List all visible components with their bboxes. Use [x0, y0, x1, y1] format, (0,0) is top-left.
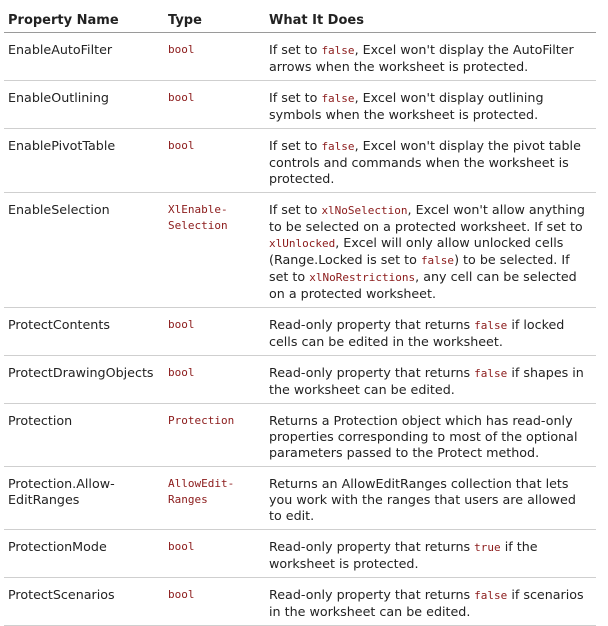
property-name-cell: Protection: [4, 404, 164, 467]
description-text: , Excel won't display the AutoFilter arrows when the worksheet is protected.: [269, 42, 574, 74]
code-keyword: true: [474, 541, 501, 554]
property-type-cell: bool: [164, 33, 265, 81]
property-name-cell: ProtectionMode: [4, 530, 164, 578]
code-keyword: false: [321, 140, 355, 153]
description-text: Returns a Protection object which has read-only properties corresponding to most of the optional parameters passed to the Protect method.: [269, 413, 578, 460]
header-row: [4, 10, 596, 33]
code-keyword: false: [474, 367, 508, 380]
table-row: [4, 467, 596, 530]
property-type-cell: AllowEdit-Ranges: [164, 467, 265, 530]
description-text: If set to: [269, 90, 322, 105]
description-cell: [265, 193, 596, 308]
description-text: Read-only property that returns: [269, 317, 475, 332]
table-row: [4, 81, 596, 129]
code-keyword: false: [420, 254, 455, 267]
property-type-cell: bool: [164, 308, 265, 356]
code-keyword: false: [474, 589, 508, 602]
description-cell: [265, 81, 596, 129]
code-keyword: false: [474, 319, 508, 332]
description-text: , Excel won't allow anything to be selected on a protected worksheet. If set to: [269, 202, 585, 234]
property-type-cell: bool: [164, 530, 265, 578]
property-name-cell: EnableOutlining: [4, 81, 164, 129]
code-keyword: xlUnlocked: [269, 237, 336, 250]
table-header: [4, 10, 596, 33]
property-type-cell: bool: [164, 81, 265, 129]
header-type: Type: [164, 10, 265, 33]
description-text: If set to: [269, 42, 322, 57]
table-row: [4, 578, 596, 626]
property-name-cell: ProtectDrawingObjects: [4, 356, 164, 404]
description-text: Read-only property that returns: [269, 365, 475, 380]
property-name-cell: ProtectScenarios: [4, 578, 164, 626]
description-cell: [265, 308, 596, 356]
property-name-cell: EnableSelection: [4, 193, 164, 308]
property-name-cell: EnableAutoFilter: [4, 33, 164, 81]
description-text: If set to: [269, 202, 322, 217]
table-row: [4, 33, 596, 81]
description-text: Read-only property that returns: [269, 587, 475, 602]
description-text: if shapes in the worksheet can be edited.: [269, 365, 584, 397]
description-cell: [265, 33, 596, 81]
table-row: [4, 404, 596, 467]
table-body: [4, 33, 596, 626]
description-cell: [265, 530, 596, 578]
description-cell: [265, 404, 596, 467]
description-text: ) to be selected. If set to: [269, 252, 570, 284]
description-cell: [265, 129, 596, 193]
table-row: [4, 530, 596, 578]
property-type-cell: bool: [164, 578, 265, 626]
property-type-cell: bool: [164, 129, 265, 193]
code-keyword: xlNoSelection: [321, 204, 408, 217]
property-name-cell: EnablePivotTable: [4, 129, 164, 193]
code-keyword: xlNoRestrictions: [309, 271, 416, 284]
description-cell: [265, 578, 596, 626]
table-row: [4, 308, 596, 356]
description-text: , Excel will only allow unlocked cells (Range.Locked is set to: [269, 235, 564, 267]
description-text: Returns an AllowEditRanges collection that lets you work with the ranges that users are allowed to edit.: [269, 476, 576, 523]
property-name-cell: Protection.Allow-EditRanges: [4, 467, 164, 530]
description-cell: [265, 467, 596, 530]
table-row: [4, 129, 596, 193]
description-text: , Excel won't display outlining symbols when the worksheet is protected.: [269, 90, 544, 122]
description-text: If set to: [269, 138, 322, 153]
property-type-cell: XlEnable-Selection: [164, 193, 265, 308]
description-text: if scenarios in the worksheet can be edited.: [269, 587, 584, 619]
property-type-cell: Protection: [164, 404, 265, 467]
description-text: if the worksheet is protected.: [269, 539, 538, 571]
properties-table: [4, 10, 596, 626]
description-text: if locked cells can be edited in the worksheet.: [269, 317, 565, 349]
property-type-cell: bool: [164, 356, 265, 404]
table-row: [4, 356, 596, 404]
description-cell: [265, 356, 596, 404]
header-what-it-does: What It Does: [265, 10, 596, 33]
property-name-cell: ProtectContents: [4, 308, 164, 356]
table-row: [4, 193, 596, 308]
code-keyword: false: [321, 92, 355, 105]
description-text: , Excel won't display the pivot table controls and commands when the worksheet is protected.: [269, 138, 581, 186]
description-text: , any cell can be selected on a protected worksheet.: [269, 269, 577, 301]
description-text: Read-only property that returns: [269, 539, 475, 554]
code-keyword: false: [321, 44, 355, 57]
header-property-name: Property Name: [4, 10, 164, 33]
